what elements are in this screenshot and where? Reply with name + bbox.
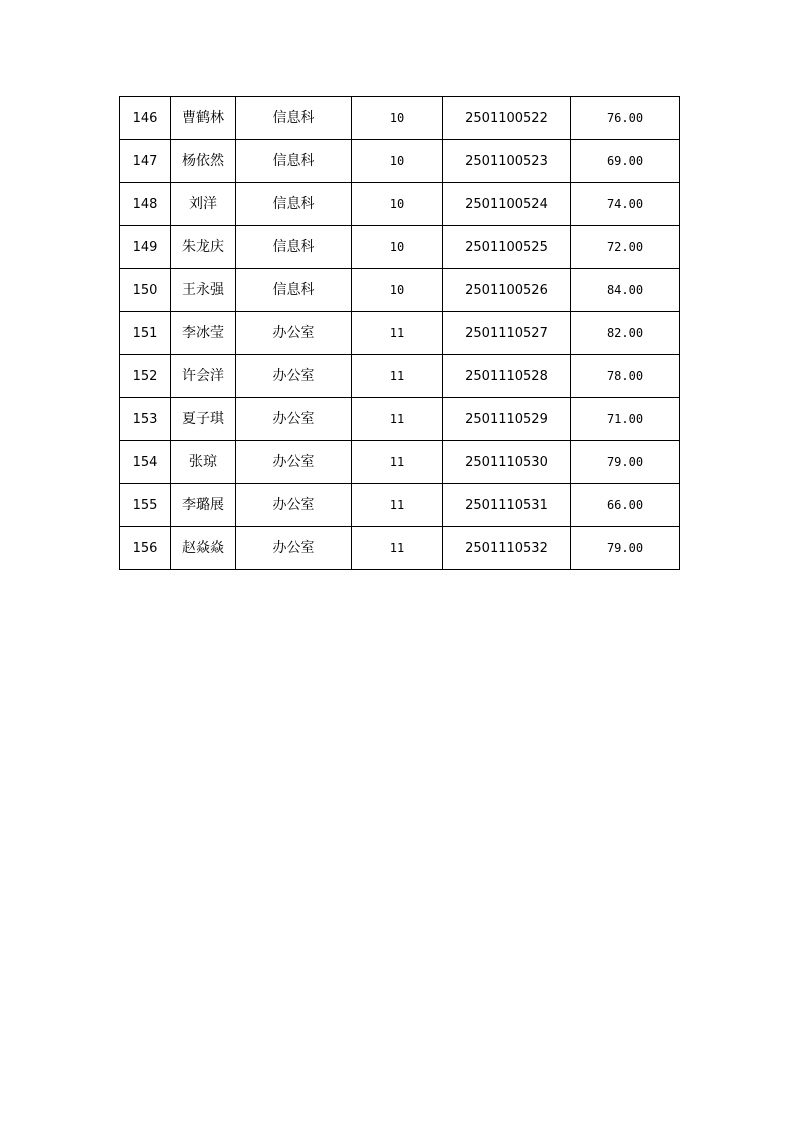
cell-name: 王永强 xyxy=(171,269,236,312)
cell-dept: 办公室 xyxy=(236,441,352,484)
cell-score: 78.00 xyxy=(571,355,680,398)
cell-code: 11 xyxy=(352,484,443,527)
cell-dept: 信息科 xyxy=(236,97,352,140)
cell-score: 79.00 xyxy=(571,527,680,570)
cell-seq: 150 xyxy=(120,269,171,312)
cell-seq: 152 xyxy=(120,355,171,398)
cell-name: 许会洋 xyxy=(171,355,236,398)
cell-seq: 148 xyxy=(120,183,171,226)
cell-id: 2501100522 xyxy=(443,97,571,140)
cell-name: 张琼 xyxy=(171,441,236,484)
cell-name: 赵焱焱 xyxy=(171,527,236,570)
cell-score: 74.00 xyxy=(571,183,680,226)
cell-seq: 156 xyxy=(120,527,171,570)
cell-id: 2501110527 xyxy=(443,312,571,355)
cell-seq: 154 xyxy=(120,441,171,484)
cell-name: 李冰莹 xyxy=(171,312,236,355)
cell-code: 11 xyxy=(352,527,443,570)
table-row xyxy=(120,97,680,140)
cell-code: 10 xyxy=(352,140,443,183)
cell-score: 84.00 xyxy=(571,269,680,312)
cell-seq: 155 xyxy=(120,484,171,527)
cell-seq: 146 xyxy=(120,97,171,140)
table-row xyxy=(120,355,680,398)
cell-id: 2501100523 xyxy=(443,140,571,183)
table-row xyxy=(120,183,680,226)
cell-dept: 办公室 xyxy=(236,484,352,527)
cell-id: 2501100524 xyxy=(443,183,571,226)
cell-id: 2501100526 xyxy=(443,269,571,312)
cell-dept: 信息科 xyxy=(236,140,352,183)
cell-code: 11 xyxy=(352,441,443,484)
cell-name: 杨依然 xyxy=(171,140,236,183)
cell-seq: 151 xyxy=(120,312,171,355)
table-row xyxy=(120,398,680,441)
cell-name: 曹鹤林 xyxy=(171,97,236,140)
cell-score: 71.00 xyxy=(571,398,680,441)
cell-score: 72.00 xyxy=(571,226,680,269)
cell-id: 2501110528 xyxy=(443,355,571,398)
table-row xyxy=(120,269,680,312)
cell-code: 10 xyxy=(352,269,443,312)
cell-dept: 办公室 xyxy=(236,398,352,441)
cell-dept: 信息科 xyxy=(236,226,352,269)
cell-score: 82.00 xyxy=(571,312,680,355)
cell-seq: 149 xyxy=(120,226,171,269)
cell-id: 2501110532 xyxy=(443,527,571,570)
cell-dept: 办公室 xyxy=(236,355,352,398)
cell-code: 10 xyxy=(352,97,443,140)
cell-dept: 信息科 xyxy=(236,183,352,226)
table-row xyxy=(120,527,680,570)
results-table xyxy=(119,96,680,570)
cell-id: 2501110529 xyxy=(443,398,571,441)
table-row xyxy=(120,140,680,183)
cell-code: 11 xyxy=(352,398,443,441)
cell-code: 11 xyxy=(352,312,443,355)
cell-id: 2501110531 xyxy=(443,484,571,527)
cell-id: 2501110530 xyxy=(443,441,571,484)
table-row xyxy=(120,226,680,269)
cell-code: 10 xyxy=(352,183,443,226)
cell-name: 刘洋 xyxy=(171,183,236,226)
cell-code: 10 xyxy=(352,226,443,269)
cell-code: 11 xyxy=(352,355,443,398)
cell-name: 李璐展 xyxy=(171,484,236,527)
table-row xyxy=(120,441,680,484)
table-row xyxy=(120,484,680,527)
table-row xyxy=(120,312,680,355)
cell-dept: 信息科 xyxy=(236,269,352,312)
cell-score: 76.00 xyxy=(571,97,680,140)
cell-dept: 办公室 xyxy=(236,312,352,355)
cell-score: 79.00 xyxy=(571,441,680,484)
cell-name: 夏子琪 xyxy=(171,398,236,441)
cell-id: 2501100525 xyxy=(443,226,571,269)
cell-name: 朱龙庆 xyxy=(171,226,236,269)
cell-dept: 办公室 xyxy=(236,527,352,570)
cell-seq: 147 xyxy=(120,140,171,183)
cell-seq: 153 xyxy=(120,398,171,441)
cell-score: 66.00 xyxy=(571,484,680,527)
cell-score: 69.00 xyxy=(571,140,680,183)
results-table-body xyxy=(120,97,680,570)
